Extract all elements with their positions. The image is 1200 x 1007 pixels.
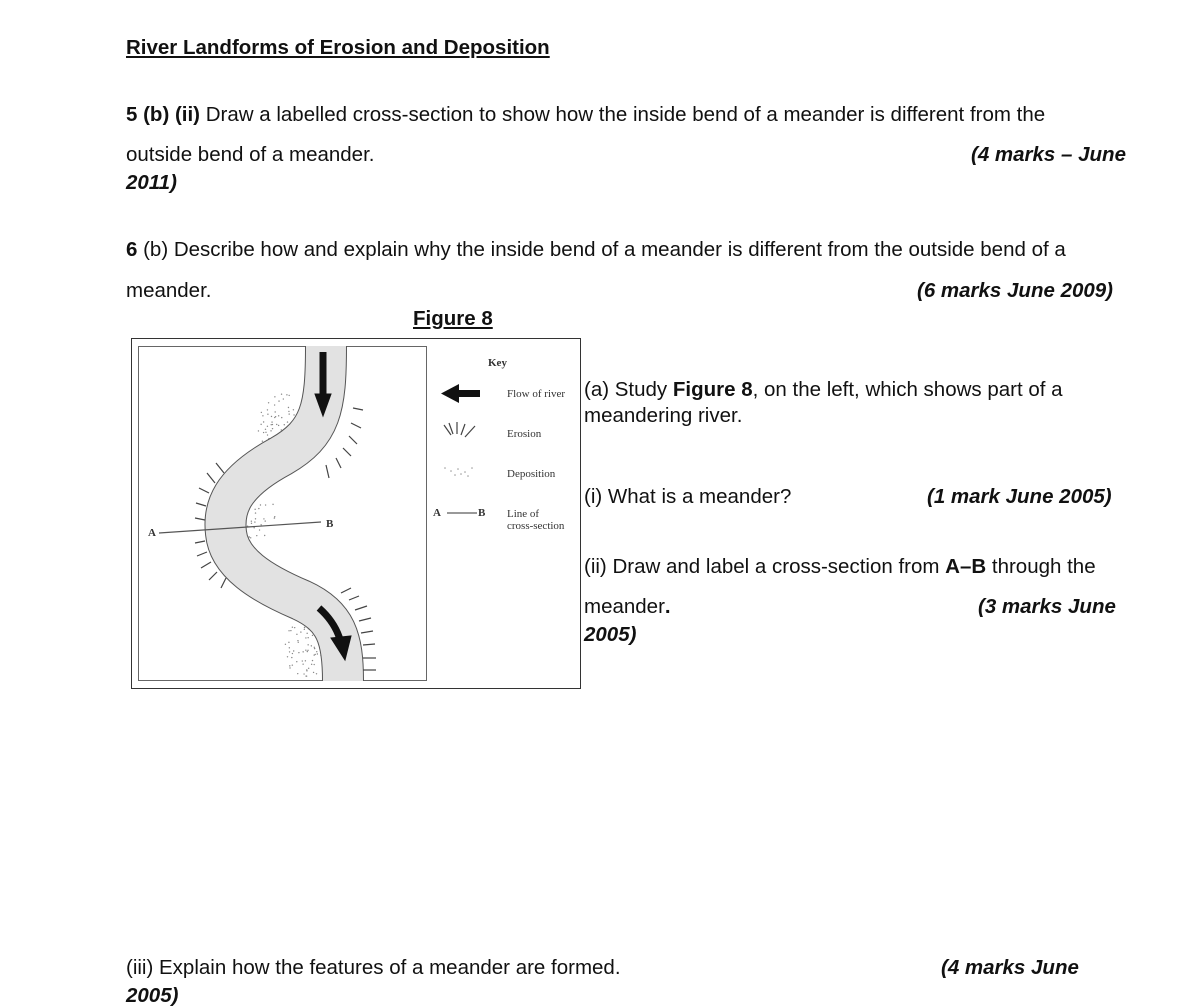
label-a: A: [148, 527, 156, 539]
period: .: [664, 595, 671, 618]
question-6-marks: (6 marks June 2009): [917, 279, 1114, 302]
question-number: 6: [126, 238, 138, 261]
question-5-line2: outside bend of a meander.: [126, 143, 375, 166]
key-erosion: Erosion: [507, 428, 542, 440]
question-ii-line1: [584, 555, 1096, 579]
label-b: B: [326, 518, 334, 530]
key-line-1: Line of: [507, 508, 540, 520]
text: , on the left, which shows part of a: [752, 378, 1063, 401]
question-a-line1: [584, 378, 1063, 402]
question-5-marks: (4 marks – June: [971, 143, 1126, 166]
text: (a) Study: [584, 378, 673, 401]
key-flow: Flow of river: [507, 388, 566, 400]
text: (ii) Draw and label a cross-section from: [584, 555, 946, 578]
question-text: (b) Describe how and explain why the inside bend of a meander is different from the outside bend of a: [137, 238, 1066, 261]
question-number: 5 (b) (ii): [126, 103, 201, 126]
key-deposition: Deposition: [507, 468, 556, 480]
key-title: Key: [488, 357, 507, 369]
question-i: (i) What is a meander?: [584, 485, 792, 508]
question-6-line1: [126, 238, 1066, 262]
question-ii-line2: [584, 595, 671, 619]
question-5-marks-cont: 2011): [126, 171, 177, 194]
question-a-line2: meandering river.: [584, 404, 743, 427]
question-iii: (iii) Explain how the features of a meander are formed.: [126, 956, 621, 979]
question-i-marks: (1 mark June 2005): [927, 485, 1112, 508]
text: through the: [986, 555, 1096, 578]
figure-title: Figure 8: [413, 307, 493, 330]
question-5-line1: [126, 103, 1045, 127]
question-iii-marks: (4 marks June: [941, 956, 1079, 979]
question-ii-marks: (3 marks June: [978, 595, 1116, 618]
page-title: River Landforms of Erosion and Deposition: [126, 36, 550, 59]
question-6-line2: meander.: [126, 279, 212, 302]
key-a: A: [433, 507, 441, 519]
key-line-2: cross-section: [507, 520, 565, 532]
key-b: B: [478, 507, 486, 519]
question-iii-marks-cont: 2005): [126, 984, 179, 1007]
ab-ref: A–B: [945, 555, 987, 578]
question-ii-marks-cont: 2005): [584, 623, 637, 646]
question-text: Draw a labelled cross-section to show how the inside bend of a meander is different from the: [200, 103, 1046, 126]
text: meander: [584, 595, 665, 618]
meander-figure: [131, 338, 581, 689]
figure-ref: Figure 8: [672, 378, 753, 401]
